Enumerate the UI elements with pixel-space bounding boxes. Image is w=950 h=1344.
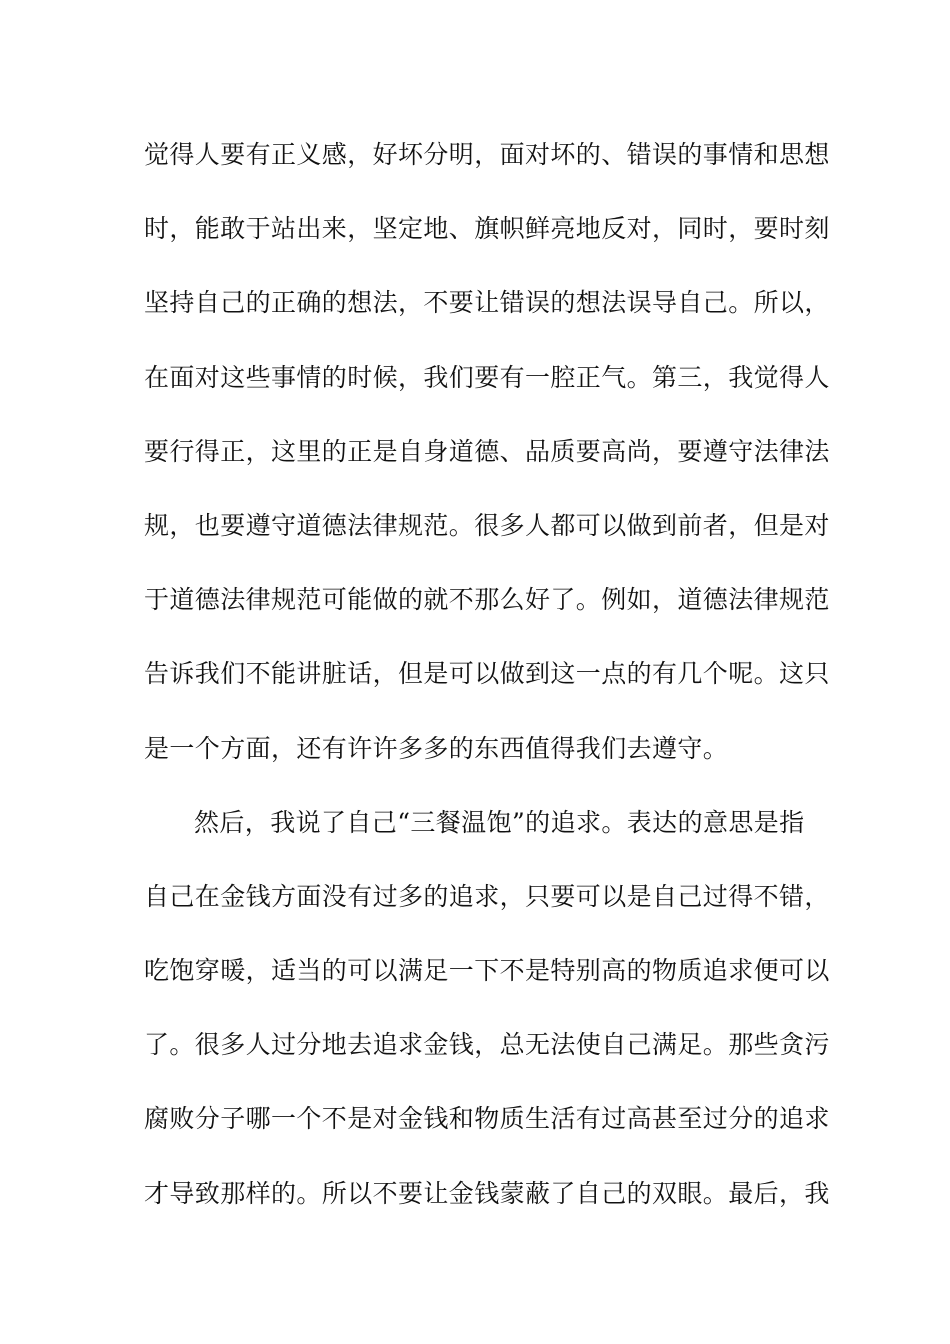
text-line: 在面对这些事情的时候，我们要有一腔正气。第三，我觉得人 xyxy=(144,362,830,392)
text-line: 坚持自己的正确的想法，不要让错误的想法误导自己。所以， xyxy=(144,288,830,318)
text-line: 要行得正，这里的正是自身道德、品质要高尚，要遵守法律法 xyxy=(144,436,830,466)
text-line: 腐败分子哪一个不是对金钱和物质生活有过高甚至过分的追求 xyxy=(144,1104,830,1134)
text-line: 自己在金钱方面没有过多的追求，只要可以是自己过得不错， xyxy=(144,881,830,911)
text-line: 于道德法律规范可能做的就不那么好了。例如，道德法律规范 xyxy=(144,585,830,615)
text-line: 告诉我们不能讲脏话，但是可以做到这一点的有几个呢。这只 xyxy=(144,659,830,689)
paragraph-first-line: 然后，我说了自己“三餐温饱”的追求。表达的意思是指 xyxy=(194,807,805,837)
text-line: 是一个方面，还有许许多多的东西值得我们去遵守。 xyxy=(144,733,729,763)
text-line: 才导致那样的。所以不要让金钱蒙蔽了自己的双眼。最后，我 xyxy=(144,1178,830,1208)
text-line: 了。很多人过分地去追求金钱，总无法使自己满足。那些贪污 xyxy=(144,1030,830,1060)
text-line: 时，能敢于站出来，坚定地、旗帜鲜亮地反对，同时，要时刻 xyxy=(144,214,830,244)
body-text xyxy=(144,128,830,1241)
text-line: 规，也要遵守道德法律规范。很多人都可以做到前者，但是对 xyxy=(144,510,830,540)
text-line: 觉得人要有正义感，好坏分明，面对坏的、错误的事情和思想 xyxy=(144,140,830,169)
text-line: 吃饱穿暖，适当的可以满足一下不是特别高的物质追求便可以 xyxy=(144,956,830,986)
